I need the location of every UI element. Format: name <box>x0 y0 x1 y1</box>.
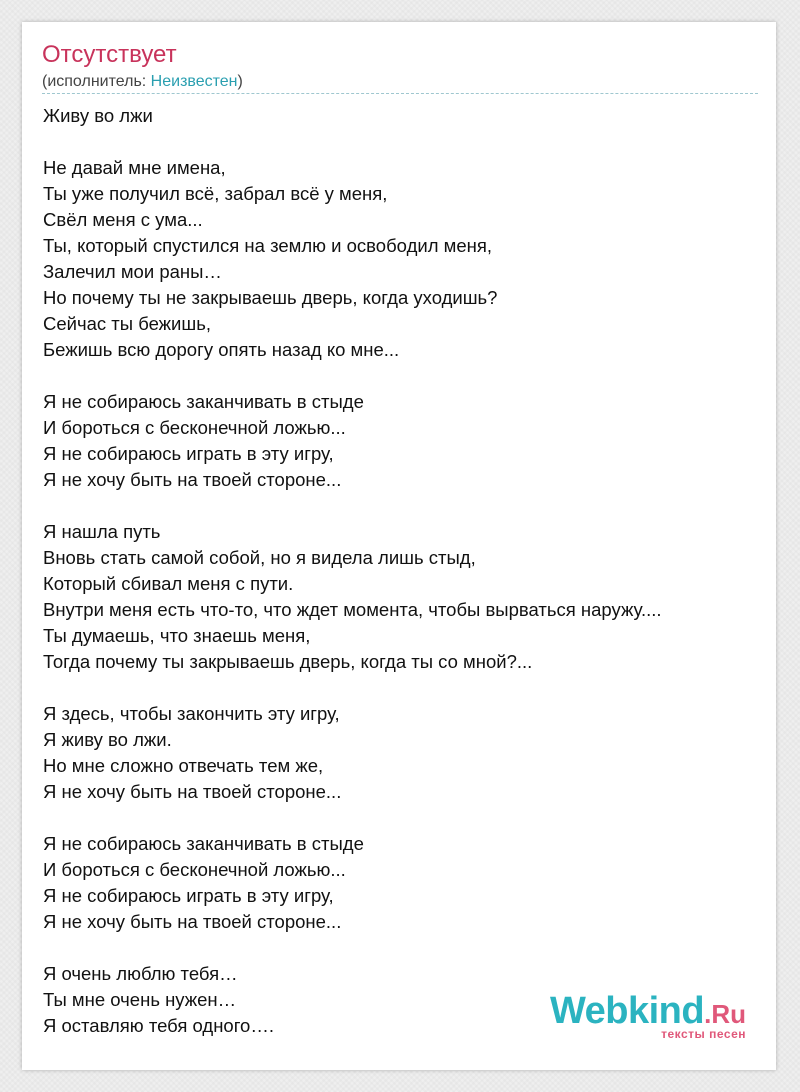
lyric-line: Ты, который спустился на землю и освободил меня, <box>43 235 493 256</box>
lyric-line: Я нашла путь <box>43 521 161 542</box>
lyric-line: Я не хочу быть на твоей стороне... <box>43 781 342 802</box>
lyric-line: Я очень люблю тебя… <box>43 963 238 984</box>
lyric-line: Внутри меня есть что-то, что ждет момента, чтобы вырваться наружу.... <box>43 599 662 620</box>
artist-suffix: ) <box>237 73 243 90</box>
lyric-line: И бороться с бесконечной ложью... <box>43 417 346 438</box>
lyric-blank <box>43 675 763 701</box>
logo-text: Webkind <box>549 990 705 1032</box>
divider <box>42 93 758 94</box>
lyric-line: Я не хочу быть на твоей стороне... <box>43 469 342 490</box>
lyric-line: Я не хочу быть на твоей стороне... <box>43 911 342 932</box>
lyrics-card <box>22 22 776 1070</box>
site-logo[interactable] <box>550 992 746 1040</box>
lyric-blank <box>43 935 763 961</box>
lyric-line: Я оставляю тебя одного…. <box>43 1015 274 1036</box>
lyric-blank <box>43 805 763 831</box>
lyric-line: Сейчас ты бежишь, <box>43 313 212 334</box>
lyric-line: Залечил мои раны… <box>43 261 222 282</box>
artist-prefix: (исполнитель: <box>42 73 151 90</box>
artist-line <box>42 72 243 92</box>
lyric-line: Тогда почему ты закрываешь дверь, когда ты со мной?... <box>43 651 533 672</box>
lyric-line: Я не собираюсь заканчивать в стыде <box>43 833 364 854</box>
lyric-line: И бороться с бесконечной ложью... <box>43 859 346 880</box>
lyric-blank <box>43 129 763 155</box>
lyrics-body <box>43 103 763 1039</box>
lyric-line: Бежишь всю дорогу опять назад ко мне... <box>43 339 400 360</box>
lyric-line: Я не собираюсь заканчивать в стыде <box>43 391 364 412</box>
lyric-line: Я живу во лжи. <box>43 729 172 750</box>
lyric-line: Не давай мне имена, <box>43 157 226 178</box>
song-title: Отсутствует <box>42 41 177 68</box>
lyric-line: Я здесь, чтобы закончить эту игру, <box>43 703 340 724</box>
lyric-line: Который сбивал меня с пути. <box>43 573 294 594</box>
lyric-line: Свёл меня с ума... <box>43 209 203 230</box>
lyric-line: Живу во лжи <box>43 105 153 126</box>
lyric-line: Я не собираюсь играть в эту игру, <box>43 885 334 906</box>
lyric-line: Ты мне очень нужен… <box>43 989 237 1010</box>
lyric-line: Но мне сложно отвечать тем же, <box>43 755 324 776</box>
lyric-line: Но почему ты не закрываешь дверь, когда уходишь? <box>43 287 498 308</box>
lyric-blank <box>43 493 763 519</box>
lyric-line: Вновь стать самой собой, но я видела лишь стыд, <box>43 547 476 568</box>
lyric-line: Ты уже получил всё, забрал всё у меня, <box>43 183 388 204</box>
logo-tagline: тексты песен <box>661 1027 746 1041</box>
logo-domain: .Ru <box>704 999 746 1029</box>
lyric-line: Ты думаешь, что знаешь меня, <box>43 625 311 646</box>
lyric-blank <box>43 363 763 389</box>
artist-link[interactable]: Неизвестен <box>150 73 238 90</box>
lyric-line: Я не собираюсь играть в эту игру, <box>43 443 334 464</box>
